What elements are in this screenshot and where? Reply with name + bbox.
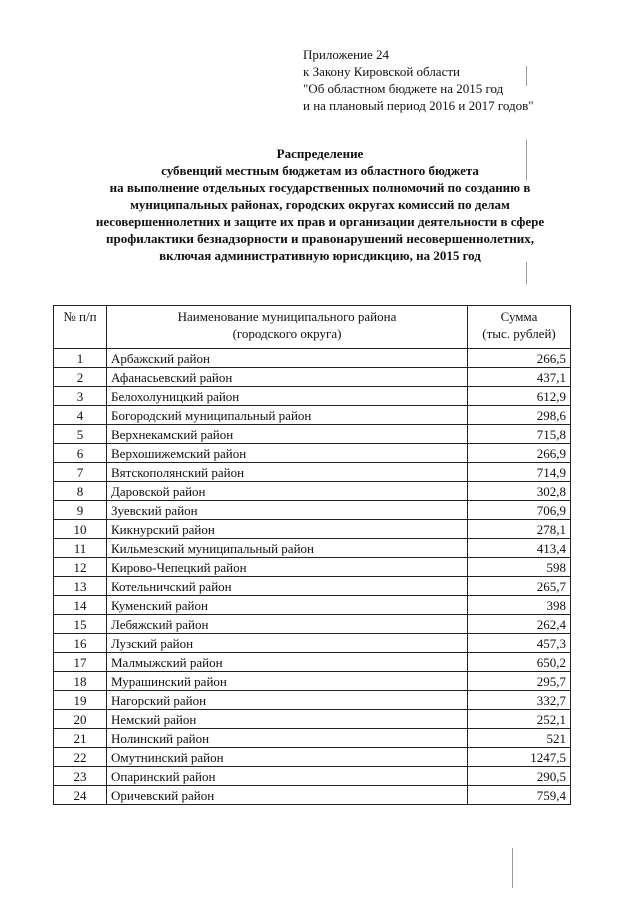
district-name: Богородский муниципальный район: [107, 406, 468, 425]
table-row: [54, 748, 571, 767]
district-name: Опаринский район: [107, 767, 468, 786]
scan-artifact: [512, 848, 513, 888]
row-number: 18: [54, 672, 107, 691]
district-name: Мурашинский район: [107, 672, 468, 691]
amount-cell: 398: [468, 596, 571, 615]
district-name: Нолинский район: [107, 729, 468, 748]
document-title: [40, 145, 600, 264]
row-number: 11: [54, 539, 107, 558]
amount-cell: 252,1: [468, 710, 571, 729]
amount-cell: 278,1: [468, 520, 571, 539]
row-number: 14: [54, 596, 107, 615]
district-name: Лузский район: [107, 634, 468, 653]
table-row: [54, 349, 571, 368]
row-number: 21: [54, 729, 107, 748]
row-number: 1: [54, 349, 107, 368]
title-line: несовершеннолетних и защите их прав и организации деятельности в сфере: [95, 214, 545, 229]
header-sum-line2: (тыс. рублей): [482, 326, 556, 341]
title-line: субвенций местным бюджетам из областного бюджета: [161, 163, 479, 178]
row-number: 3: [54, 387, 107, 406]
subsidy-table: [53, 305, 571, 805]
table-body: [54, 349, 571, 805]
title-line: на выполнение отдельных государственных полномочий по созданию в: [109, 180, 531, 195]
row-number: 20: [54, 710, 107, 729]
scan-artifact: [526, 140, 527, 180]
amount-cell: 457,3: [468, 634, 571, 653]
row-number: 17: [54, 653, 107, 672]
header-name-line2: (городского округа): [232, 326, 342, 341]
table-row: [54, 691, 571, 710]
table-row: [54, 387, 571, 406]
header-name: [107, 306, 468, 349]
appendix-line: Приложение 24: [303, 47, 390, 62]
table-row: [54, 767, 571, 786]
title-line: муниципальных районах, городских округах комиссий по делам: [130, 197, 510, 212]
amount-cell: 650,2: [468, 653, 571, 672]
appendix-line: "Об областном бюджете на 2015 год: [303, 81, 504, 96]
district-name: Кирово-Чепецкий район: [107, 558, 468, 577]
table-row: [54, 425, 571, 444]
table-header-row: [54, 306, 571, 349]
table-row: [54, 520, 571, 539]
table-row: [54, 577, 571, 596]
table-row: [54, 368, 571, 387]
amount-cell: 1247,5: [468, 748, 571, 767]
district-name: Афанасьевский район: [107, 368, 468, 387]
district-name: Малмыжский район: [107, 653, 468, 672]
amount-cell: 262,4: [468, 615, 571, 634]
district-name: Котельничский район: [107, 577, 468, 596]
row-number: 15: [54, 615, 107, 634]
district-name: Вятскополянский район: [107, 463, 468, 482]
table-row: [54, 672, 571, 691]
table-row: [54, 653, 571, 672]
district-name: Оричевский район: [107, 786, 468, 805]
amount-cell: 290,5: [468, 767, 571, 786]
district-name: Верхошижемский район: [107, 444, 468, 463]
amount-cell: 266,5: [468, 349, 571, 368]
row-number: 12: [54, 558, 107, 577]
district-name: Даровской район: [107, 482, 468, 501]
district-name: Белохолуницкий район: [107, 387, 468, 406]
row-number: 9: [54, 501, 107, 520]
table-row: [54, 501, 571, 520]
amount-cell: 298,6: [468, 406, 571, 425]
row-number: 22: [54, 748, 107, 767]
table-row: [54, 634, 571, 653]
district-name: Нагорский район: [107, 691, 468, 710]
district-name: Омутнинский район: [107, 748, 468, 767]
table-row: [54, 406, 571, 425]
title-line: Распределение: [276, 146, 364, 161]
scan-artifact: [526, 262, 527, 284]
amount-cell: 332,7: [468, 691, 571, 710]
table-row: [54, 558, 571, 577]
district-name: Лебяжский район: [107, 615, 468, 634]
table-row: [54, 539, 571, 558]
row-number: 8: [54, 482, 107, 501]
amount-cell: 612,9: [468, 387, 571, 406]
header-sum: [468, 306, 571, 349]
amount-cell: 302,8: [468, 482, 571, 501]
row-number: 24: [54, 786, 107, 805]
row-number: 19: [54, 691, 107, 710]
title-line: включая административную юрисдикцию, на 2015 год: [159, 248, 481, 263]
amount-cell: 413,4: [468, 539, 571, 558]
district-name: Кильмезский муниципальный район: [107, 539, 468, 558]
table-row: [54, 729, 571, 748]
amount-cell: 706,9: [468, 501, 571, 520]
amount-cell: 598: [468, 558, 571, 577]
row-number: 5: [54, 425, 107, 444]
scan-artifact: [526, 66, 527, 86]
district-name: Зуевский район: [107, 501, 468, 520]
amount-cell: 759,4: [468, 786, 571, 805]
district-name: Немский район: [107, 710, 468, 729]
amount-cell: 265,7: [468, 577, 571, 596]
title-line: профилактики безнадзорности и правонарушений несовершеннолетних,: [106, 231, 534, 246]
table-row: [54, 615, 571, 634]
district-name: Куменский район: [107, 596, 468, 615]
table-row: [54, 463, 571, 482]
amount-cell: 714,9: [468, 463, 571, 482]
amount-cell: 266,9: [468, 444, 571, 463]
row-number: 23: [54, 767, 107, 786]
row-number: 7: [54, 463, 107, 482]
row-number: 4: [54, 406, 107, 425]
table-row: [54, 786, 571, 805]
amount-cell: 715,8: [468, 425, 571, 444]
appendix-block: [303, 46, 534, 114]
district-name: Кикнурский район: [107, 520, 468, 539]
header-name-line1: Наименование муниципального района: [177, 309, 397, 324]
appendix-line: к Закону Кировской области: [303, 64, 460, 79]
table-row: [54, 710, 571, 729]
header-num: № п/п: [54, 306, 107, 349]
amount-cell: 521: [468, 729, 571, 748]
district-name: Верхнекамский район: [107, 425, 468, 444]
amount-cell: 437,1: [468, 368, 571, 387]
table-row: [54, 482, 571, 501]
appendix-line: и на плановый период 2016 и 2017 годов": [303, 98, 534, 113]
amount-cell: 295,7: [468, 672, 571, 691]
district-name: Арбажский район: [107, 349, 468, 368]
table-row: [54, 596, 571, 615]
table-row: [54, 444, 571, 463]
row-number: 13: [54, 577, 107, 596]
row-number: 2: [54, 368, 107, 387]
row-number: 10: [54, 520, 107, 539]
row-number: 6: [54, 444, 107, 463]
row-number: 16: [54, 634, 107, 653]
header-sum-line1: Сумма: [500, 309, 538, 324]
